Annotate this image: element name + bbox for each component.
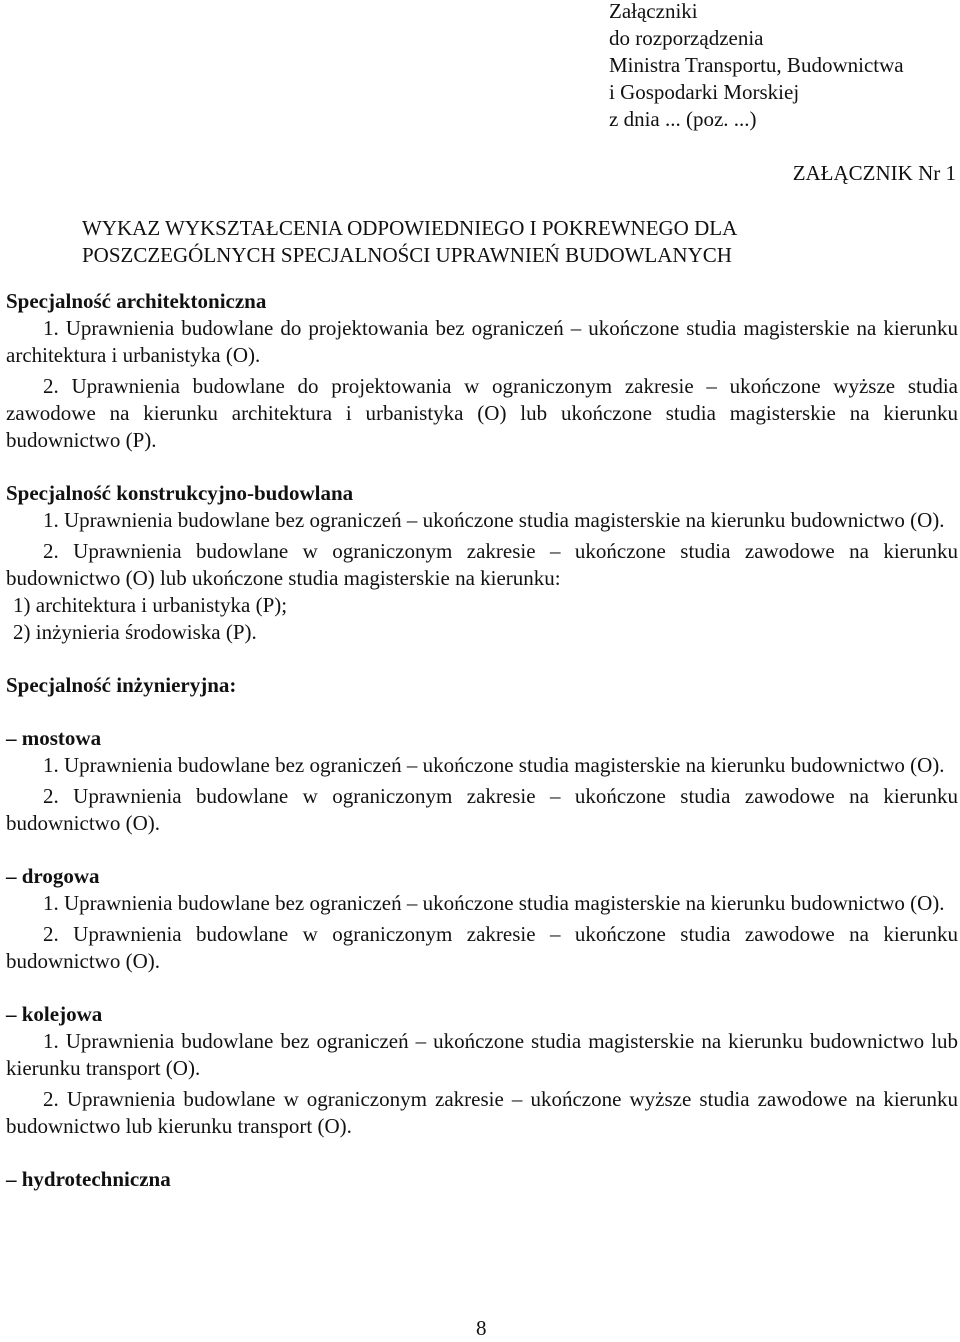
paragraph: 1. Uprawnienia budowlane bez ograniczeń – ukończone studia magisterskie na kierunku budownictwo (O). bbox=[43, 891, 945, 915]
document-page bbox=[6, 0, 958, 1339]
annex-label: ZAŁĄCZNIK Nr 1 bbox=[792, 161, 956, 185]
document-title bbox=[82, 215, 737, 269]
title-line-2: POSZCZEGÓLNYCH SPECJALNOŚCI UPRAWNIEŃ BUDOWLANYCH bbox=[82, 243, 732, 267]
paragraph: 2. Uprawnienia budowlane w ograniczonym zakresie – ukończone studia zawodowe na kierunku budownictwo (O). bbox=[6, 922, 958, 973]
header-line: do rozporządzenia bbox=[609, 26, 764, 50]
regulation-header bbox=[609, 0, 904, 133]
paragraph: 2. Uprawnienia budowlane do projektowania w ograniczonym zakresie – ukończone wyższe studia zawodowe na kierunku architektura i urbanistyka (O) lub ukończone studia magisterskie na kierunku budownictwo (P). bbox=[6, 374, 958, 452]
header-line: i Gospodarki Morskiej bbox=[609, 80, 800, 104]
subsection-heading-mostowa: – mostowa bbox=[6, 726, 102, 750]
section-heading-architektoniczna: Specjalność architektoniczna bbox=[6, 289, 267, 313]
subsection-heading-kolejowa: – kolejowa bbox=[6, 1002, 103, 1026]
paragraph: 2. Uprawnienia budowlane w ograniczonym zakresie – ukończone wyższe studia zawodowe na kierunku budownictwo lub kierunku transport (O). bbox=[6, 1087, 958, 1138]
paragraph: 1. Uprawnienia budowlane bez ograniczeń – ukończone studia magisterskie na kierunku budownictwo lub kierunku transport (O). bbox=[6, 1029, 958, 1080]
header-line: z dnia ... (poz. ...) bbox=[609, 107, 757, 131]
list-item: 1) architektura i urbanistyka (P); bbox=[13, 593, 288, 617]
paragraph: 1. Uprawnienia budowlane bez ograniczeń – ukończone studia magisterskie na kierunku budownictwo (O). bbox=[43, 753, 945, 777]
title-line-1: WYKAZ WYKSZTAŁCENIA ODPOWIEDNIEGO I POKREWNEGO DLA bbox=[82, 216, 738, 240]
header-line: Załączniki bbox=[609, 0, 698, 23]
subsection-heading-hydrotechniczna: – hydrotechniczna bbox=[6, 1167, 171, 1191]
list-item: 2) inżynieria środowiska (P). bbox=[13, 620, 257, 644]
paragraph: 2. Uprawnienia budowlane w ograniczonym zakresie – ukończone studia zawodowe na kierunku budownictwo (O) lub ukończone studia magisterskie na kierunku: bbox=[6, 539, 958, 590]
document-body bbox=[6, 288, 958, 1193]
header-line: Ministra Transportu, Budownictwa bbox=[609, 53, 904, 77]
paragraph: 1. Uprawnienia budowlane do projektowania bez ograniczeń – ukończone studia magisterskie na kierunku architektura i urbanistyka (O). bbox=[6, 316, 958, 367]
page-number: 8 bbox=[476, 1316, 487, 1340]
section-heading-konstrukcyjno: Specjalność konstrukcyjno-budowlana bbox=[6, 481, 354, 505]
subsection-heading-drogowa: – drogowa bbox=[6, 864, 100, 888]
paragraph: 1. Uprawnienia budowlane bez ograniczeń – ukończone studia magisterskie na kierunku budownictwo (O). bbox=[43, 508, 945, 532]
paragraph: 2. Uprawnienia budowlane w ograniczonym zakresie – ukończone studia zawodowe na kierunku budownictwo (O). bbox=[6, 784, 958, 835]
section-heading-inzynieryjna: Specjalność inżynieryjna: bbox=[6, 673, 237, 697]
